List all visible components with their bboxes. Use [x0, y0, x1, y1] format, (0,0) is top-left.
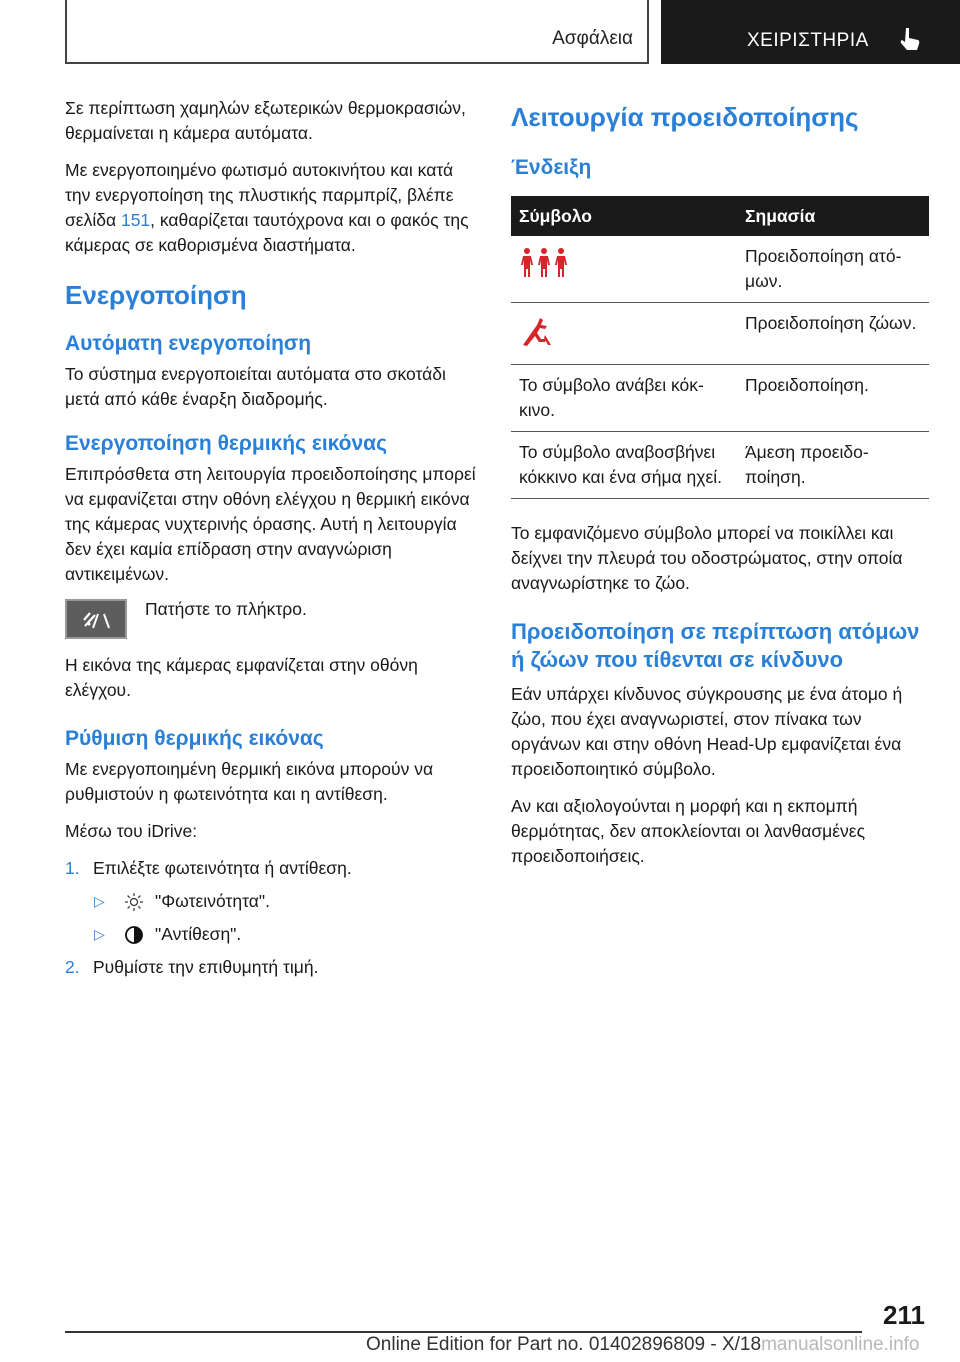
heading-adjust-thermal: Ρύθμιση θερμικής εικόνας	[65, 727, 324, 750]
table-cell-symbol: Το σύμβολο αναβοσβήνει κόκκινο και ένα σήμα ηχεί.	[511, 432, 737, 499]
heading-warning-function: Λειτουργία προειδοποίησης	[511, 102, 859, 132]
pedestrian-warning-icon	[519, 246, 569, 280]
table-header-symbol: Σύμβολο	[511, 196, 737, 236]
heading-thermal-image: Ενεργοποίηση θερμικής εικόνας	[65, 432, 388, 455]
pointing-hand-icon	[897, 26, 923, 52]
paragraph-low-temp: Σε περίπτωση χαμηλών εξωτερικών θερμοκρασιών, θερμαίνεται η κάμερα αυτόματα.	[65, 98, 466, 143]
step-1-text: Επιλέξτε φωτεινότητα ή αντίθεση.	[93, 858, 352, 878]
option-brightness[interactable]	[93, 889, 477, 914]
right-column	[511, 96, 929, 881]
table-cell-meaning: Προειδοποίηση.	[737, 365, 929, 432]
contrast-icon	[123, 924, 145, 946]
table-cell-meaning: Προειδοποίηση ατόμων.	[737, 236, 929, 303]
table-row	[511, 303, 929, 365]
header-section-box	[65, 0, 649, 64]
paragraph-idrive: Μέσω του iDrive:	[65, 821, 198, 841]
paragraph-symbol-varies: Το εμφανιζόμενο σύμβολο μπορεί να ποικίλλει και δείχνει την πλευρά του οδοστρώματος, στην οποία αναγνωρίστηκε το ζώο.	[511, 523, 903, 593]
press-key-text: Πατήστε το πλήκτρο.	[145, 599, 307, 619]
footer-divider	[65, 1331, 862, 1333]
step-1-number: 1.	[65, 858, 80, 878]
brightness-icon	[123, 891, 145, 913]
step-2	[65, 955, 477, 980]
symbol-table	[511, 196, 929, 499]
paragraph-adjust: Με ενεργοποιημένη θερμική εικόνα μπορούν να ρυθμιστούν η φωτεινότητα και η αντίθεση.	[65, 759, 434, 804]
page-link-151[interactable]: 151	[120, 210, 151, 230]
animal-warning-icon	[519, 315, 559, 349]
paragraph-danger: Εάν υπάρχει κίνδυνος σύγκρουσης με ένα άτομο ή ζώο, που έχει αναγνωριστεί, στον πίνακα των οργάνων και στην οθόνη Head-Up εμφανίζεται ένα προειδοποιητικό σύμβολο.	[511, 684, 903, 779]
night-vision-key-icon[interactable]	[65, 599, 127, 639]
table-header-meaning: Σημασία	[737, 196, 929, 236]
step-2-text: Ρυθμίστε την επιθυμητή τιμή.	[93, 957, 319, 977]
steps-list	[65, 856, 477, 980]
option-brightness-label: "Φωτεινότητα".	[155, 891, 270, 911]
heading-auto-activation: Αυτόματη ενεργοποίηση	[65, 332, 312, 355]
heading-activation: Ενεργοποίηση	[65, 280, 247, 310]
table-cell-meaning: Άμεση προειδοποίηση.	[737, 432, 929, 499]
table-cell-symbol: Το σύμβολο ανάβει κόκκινο.	[511, 365, 737, 432]
header-chapter-title: ΧΕΙΡΙΣΤΗΡΙΑ	[747, 30, 869, 51]
header-chapter-box	[661, 0, 960, 64]
left-column	[65, 96, 477, 988]
table-row	[511, 365, 929, 432]
step-2-number: 2.	[65, 957, 80, 977]
watermark: manualsonline.info	[761, 1334, 920, 1355]
table-row	[511, 236, 929, 303]
table-cell-meaning: Προειδοποίηση ζώων.	[737, 303, 929, 365]
triangle-bullet-icon: ▷	[94, 893, 105, 909]
paragraph-display: Η εικόνα της κάμερας εμφανίζεται στην οθόνη ελέγχου.	[65, 655, 418, 700]
paragraph-thermal-image: Επιπρόσθετα στη λειτουργία προειδοποίησης μπορεί να εμφανίζεται στην οθόνη ελέγχου η θερμική εικόνα της κάμερας νυχτερινής όρασης. Αυτή η λειτουργία δεν έχει καμία επίδραση στην αναγνώριση αντικειμένων.	[65, 464, 476, 584]
triangle-bullet-icon: ▷	[94, 926, 105, 942]
header-section-title: Ασφάλεια	[552, 28, 633, 49]
paragraph-lens-cleaning: Με ενεργοποιημένο φωτισμό αυτοκινήτου και κατά την ενεργοποίηση της πλυστικής παρμπρίζ, βλέπε σελίδα 151, καθαρίζεται ταυτόχρονα και ο φακός της κάμερας σε καθορισμένα διαστήματα.	[65, 160, 469, 255]
heading-danger-warning: Προειδοποίηση σε περίπτωση ατόμων ή ζώων που τίθενται σε κίνδυνο	[511, 619, 920, 672]
step-1	[65, 856, 477, 947]
step-1-options	[93, 889, 477, 947]
option-contrast[interactable]	[93, 922, 477, 947]
edition-text: Online Edition for Part no. 01402896809 - X/18manualsonline.info	[366, 1334, 920, 1355]
table-row	[511, 432, 929, 499]
option-contrast-label: "Αντίθεση".	[155, 924, 242, 944]
heading-indicator: Ένδειξη	[511, 156, 592, 179]
paragraph-false-warnings: Αν και αξιολογούνται η μορφή και η εκπομπή θερμότητας, δεν αποκλείονται οι λανθασμένες προειδοποιήσεις.	[511, 796, 866, 866]
key-instruction	[65, 599, 477, 639]
page-number: 211	[883, 1300, 925, 1330]
paragraph-auto-activation: Το σύστημα ενεργοποιείται αυτόματα στο σκοτάδι μετά από κάθε έναρξη διαδρομής.	[65, 364, 446, 409]
